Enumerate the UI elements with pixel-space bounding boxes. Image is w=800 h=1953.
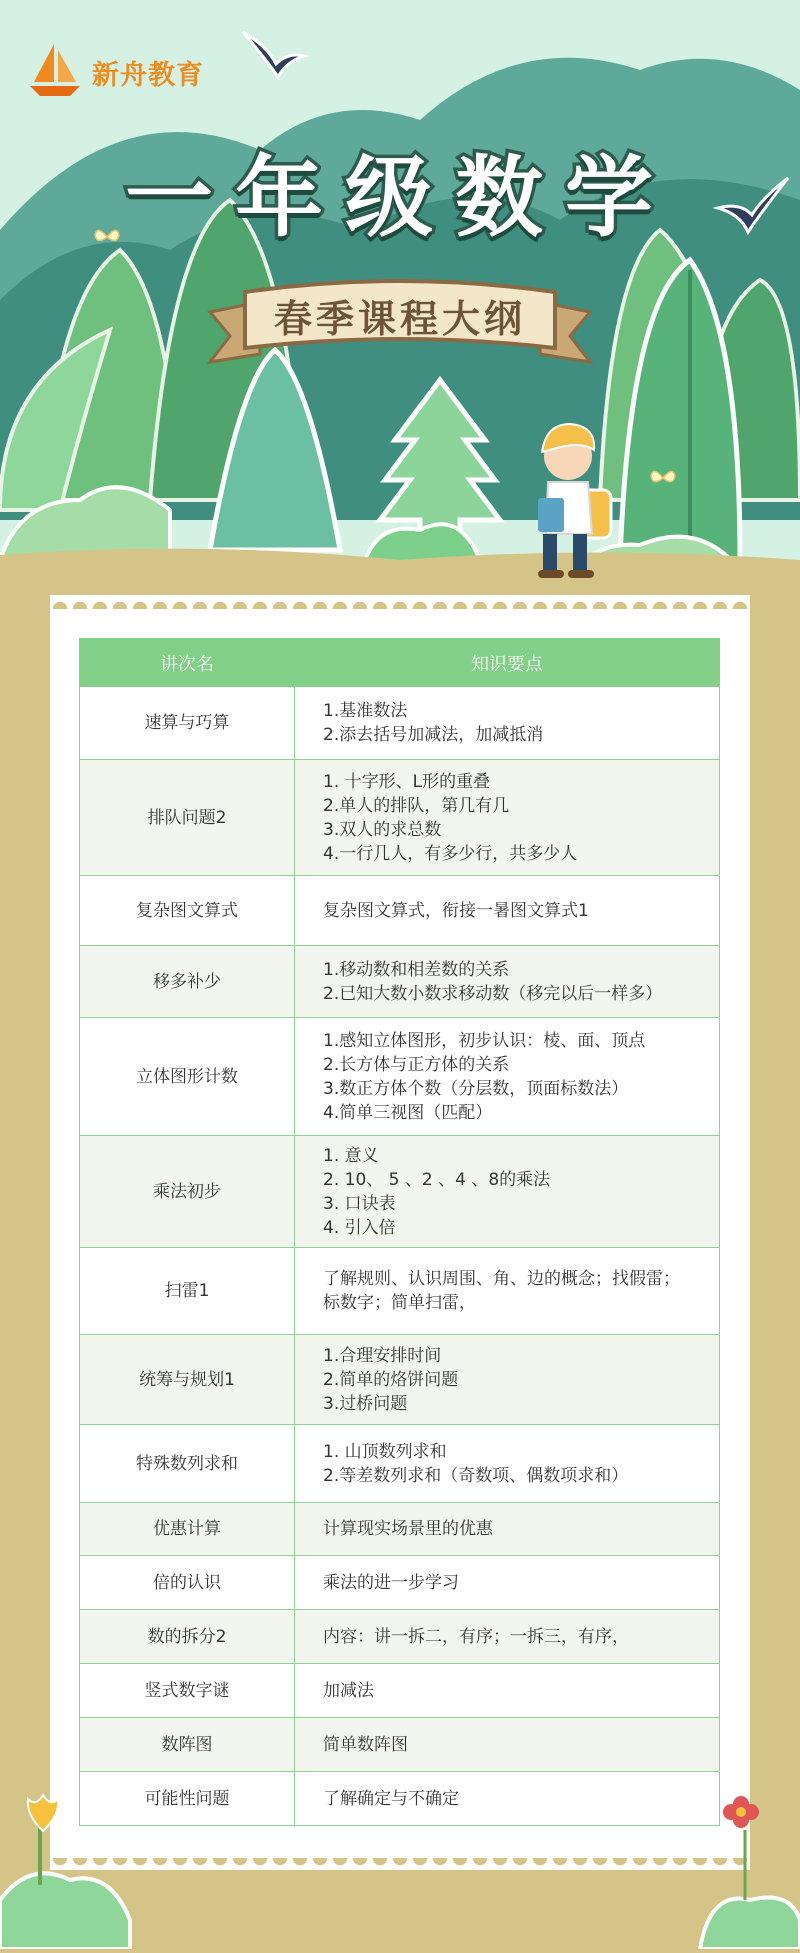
key-point: 乘法的进一步学习	[323, 1572, 459, 1593]
key-points	[295, 1772, 720, 1826]
lesson-name: 扫雷1	[80, 1248, 295, 1335]
lesson-name: 复杂图文算式	[80, 876, 295, 946]
lesson-name: 竖式数字谜	[80, 1664, 295, 1718]
panel-scallop-edge	[50, 1858, 750, 1872]
lesson-name: 特殊数列求和	[80, 1425, 295, 1503]
table-row	[80, 687, 720, 760]
table-row	[80, 1503, 720, 1556]
key-point: 了解确定与不确定	[323, 1788, 459, 1809]
key-point: 1.合理安排时间	[323, 1345, 442, 1366]
table-row	[80, 1248, 720, 1335]
table-header-row	[80, 639, 720, 687]
key-points	[295, 1136, 720, 1248]
key-points	[295, 760, 720, 876]
sailboat-logo-icon	[28, 42, 82, 102]
key-point: 1. 山顶数列求和	[323, 1441, 447, 1462]
key-point: 2.已知大数小数求移动数（移完以后一样多）	[323, 983, 663, 1004]
key-point: 内容：讲一拆二，有序；一拆三，有序，	[323, 1626, 629, 1647]
subtitle-ribbon	[200, 272, 600, 372]
key-point: 复杂图文算式，衔接一暑图文算式1	[323, 900, 589, 921]
lesson-name: 倍的认识	[80, 1556, 295, 1610]
column-header-lesson: 讲次名	[80, 639, 295, 687]
lesson-name: 移多补少	[80, 946, 295, 1018]
flower-icon	[18, 1785, 68, 1839]
swallow-bird-icon	[238, 22, 308, 86]
lesson-name: 数阵图	[80, 1718, 295, 1772]
key-points	[295, 1018, 720, 1136]
key-point: 4.一行几人，有多少行，共多少人	[323, 843, 578, 864]
key-point: 了解规则、认识周围、角、边的概念；找假雷；	[323, 1269, 680, 1289]
panel-scallop-edge	[50, 595, 750, 609]
lesson-name: 乘法初步	[80, 1136, 295, 1248]
table-row	[80, 1425, 720, 1503]
flower-icon	[718, 1790, 764, 1840]
key-point: 简单数阵图	[323, 1734, 408, 1755]
key-points	[295, 1503, 720, 1556]
page-title: 一年级数学	[124, 146, 675, 249]
column-header-key-points: 知识要点	[295, 639, 720, 687]
table-row	[80, 1772, 720, 1826]
key-point: 3. 口诀表	[323, 1193, 396, 1214]
key-point: 4.简单三视图（匹配）	[323, 1102, 493, 1123]
butterfly-icon	[648, 466, 678, 494]
key-point: 标数字；简单扫雷，	[323, 1293, 476, 1313]
lesson-name: 数的拆分2	[80, 1610, 295, 1664]
brand-name: 新舟教育	[92, 59, 204, 91]
key-points	[295, 1248, 720, 1335]
table-row	[80, 1664, 720, 1718]
lesson-name: 统筹与规划1	[80, 1335, 295, 1425]
key-points	[295, 687, 720, 760]
key-point: 1.移动数和相差数的关系	[323, 959, 510, 980]
key-point: 2.单人的排队，第几有几	[323, 795, 510, 816]
key-point: 2.等差数列求和（奇数项、偶数项求和）	[323, 1465, 629, 1486]
key-point: 2.添去括号加减法，加减抵消	[323, 725, 544, 745]
page-subtitle: 春季课程大纲	[273, 297, 526, 341]
key-points	[295, 946, 720, 1018]
key-point: 1. 意义	[323, 1145, 379, 1166]
table-row	[80, 1718, 720, 1772]
table-row	[80, 876, 720, 946]
key-point: 3.数正方体个数（分层数，顶面标数法）	[323, 1078, 629, 1099]
key-point: 2. 10、 5 、2 、4 、8的乘法	[323, 1169, 551, 1190]
key-point: 1. 十字形、L形的重叠	[323, 771, 491, 792]
lesson-name: 优惠计算	[80, 1503, 295, 1556]
key-point: 3.过桥问题	[323, 1393, 408, 1414]
key-point: 4. 引入倍	[323, 1217, 396, 1238]
table-row	[80, 1610, 720, 1664]
key-point: 1.基准数法	[323, 701, 408, 721]
key-point: 2.长方体与正方体的关系	[323, 1054, 510, 1075]
key-points	[295, 1718, 720, 1772]
boy-with-backpack-illustration	[520, 410, 630, 594]
course-outline-table	[79, 638, 720, 1826]
key-point: 1.感知立体图形，初步认识：棱、面、顶点	[323, 1030, 646, 1051]
table-row	[80, 1335, 720, 1425]
key-point: 2.简单的烙饼问题	[323, 1369, 459, 1390]
key-point: 加减法	[323, 1680, 374, 1701]
key-points	[295, 1556, 720, 1610]
key-point: 3.双人的求总数	[323, 819, 442, 840]
lesson-name: 排队问题2	[80, 760, 295, 876]
key-points	[295, 1335, 720, 1425]
table-row	[80, 1556, 720, 1610]
brand-logo[interactable]	[28, 44, 204, 100]
key-point: 计算现实场景里的优惠	[323, 1519, 493, 1539]
table-row	[80, 1136, 720, 1248]
key-points	[295, 876, 720, 946]
lesson-name: 立体图形计数	[80, 1018, 295, 1136]
table-row	[80, 760, 720, 876]
lesson-name: 可能性问题	[80, 1772, 295, 1826]
key-points	[295, 1425, 720, 1503]
table-row	[80, 1018, 720, 1136]
key-points	[295, 1664, 720, 1718]
lesson-name: 速算与巧算	[80, 687, 295, 760]
table-row	[80, 946, 720, 1018]
key-points	[295, 1610, 720, 1664]
